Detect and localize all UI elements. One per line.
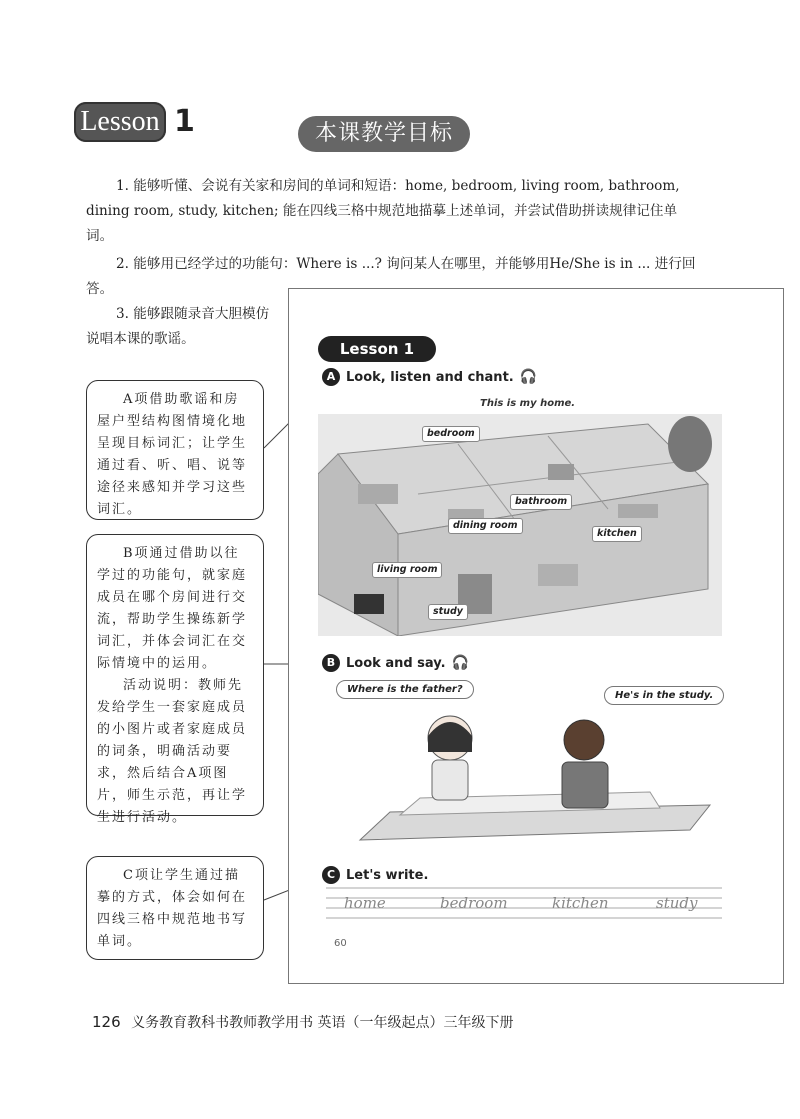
- house-illustration: [318, 414, 722, 636]
- note-a-text: A项借助歌谣和房屋户型结构图情境化地呈现目标词汇；让学生通过看、听、唱、说等途径来感知并学习这些词汇。: [97, 392, 248, 517]
- note-b-text: B项通过借助以往学过的功能句，就家庭成员在哪个房间进行交流，帮助学生操练新学词汇，并体会词汇在交际情境中的运用。: [97, 546, 248, 671]
- section-b-title: Look and say.: [346, 655, 446, 671]
- children-illustration: [330, 700, 722, 850]
- footer-page-number: 126: [92, 1013, 121, 1031]
- textbook-page-number: 60: [334, 938, 347, 949]
- section-c-title: Let's write.: [346, 867, 429, 883]
- section-b-header: [322, 654, 469, 672]
- section-c-letter: C: [322, 866, 340, 884]
- room-label-dining-room: dining room: [448, 518, 523, 534]
- section-a-caption: This is my home.: [480, 398, 576, 409]
- section-title: 本课教学目标: [298, 116, 470, 152]
- speech-bubble-answer: He's in the study.: [604, 686, 724, 705]
- section-a-header: [322, 368, 537, 386]
- room-label-bathroom: bathroom: [510, 494, 572, 510]
- room-label-bedroom: bedroom: [422, 426, 480, 442]
- speech-bubble-question: Where is the father?: [336, 680, 474, 699]
- textbook-lesson-badge: Lesson 1: [318, 336, 436, 362]
- section-b-letter: B: [322, 654, 340, 672]
- section-a-letter: A: [322, 368, 340, 386]
- page-footer: [92, 1012, 514, 1032]
- lesson-number: 1: [174, 104, 195, 139]
- trace-word-kitchen: kitchen: [552, 894, 609, 912]
- section-c-header: [322, 866, 428, 884]
- children-drawing: [330, 700, 722, 850]
- objective-2: 2. 能够用已经学过的功能句：Where is ...? 询问某人在哪里，并能够用He/She is in ... 进行回答。: [86, 256, 696, 297]
- note-c-text: C项让学生通过描摹的方式，体会如何在四线三格中规范地书写单词。: [97, 868, 248, 949]
- lesson-badge: Lesson: [74, 102, 166, 142]
- room-label-study: study: [428, 604, 468, 620]
- headphones-icon: 🎧: [451, 655, 469, 671]
- objective-3: 3. 能够跟随录音大胆模仿说唱本课的歌谣。: [86, 306, 270, 347]
- room-label-kitchen: kitchen: [592, 526, 642, 542]
- trace-word-home: home: [344, 894, 386, 912]
- section-a-title: Look, listen and chant.: [346, 369, 514, 385]
- note-b-activity: 活动说明：教师先发给学生一套家庭成员的小图片或者家庭成员的词条，明确活动要求，然后结合A项图片，师生示范，再让学生进行活动。: [97, 678, 248, 825]
- room-label-living-room: living room: [372, 562, 442, 578]
- objective-1: 1. 能够听懂、会说有关家和房间的单词和短语：home, bedroom, living room, bathroom, dining room, study, kitchen; 能在四线三格中规范地描摹上述单词，并尝试借助拼读规律记住单词。: [86, 178, 680, 244]
- trace-word-study: study: [656, 894, 698, 912]
- trace-word-bedroom: bedroom: [440, 894, 508, 912]
- footer-book-title: 义务教育教科书教师教学用书 英语（一年级起点）三年级下册: [131, 1015, 514, 1031]
- headphones-icon: 🎧: [519, 369, 538, 385]
